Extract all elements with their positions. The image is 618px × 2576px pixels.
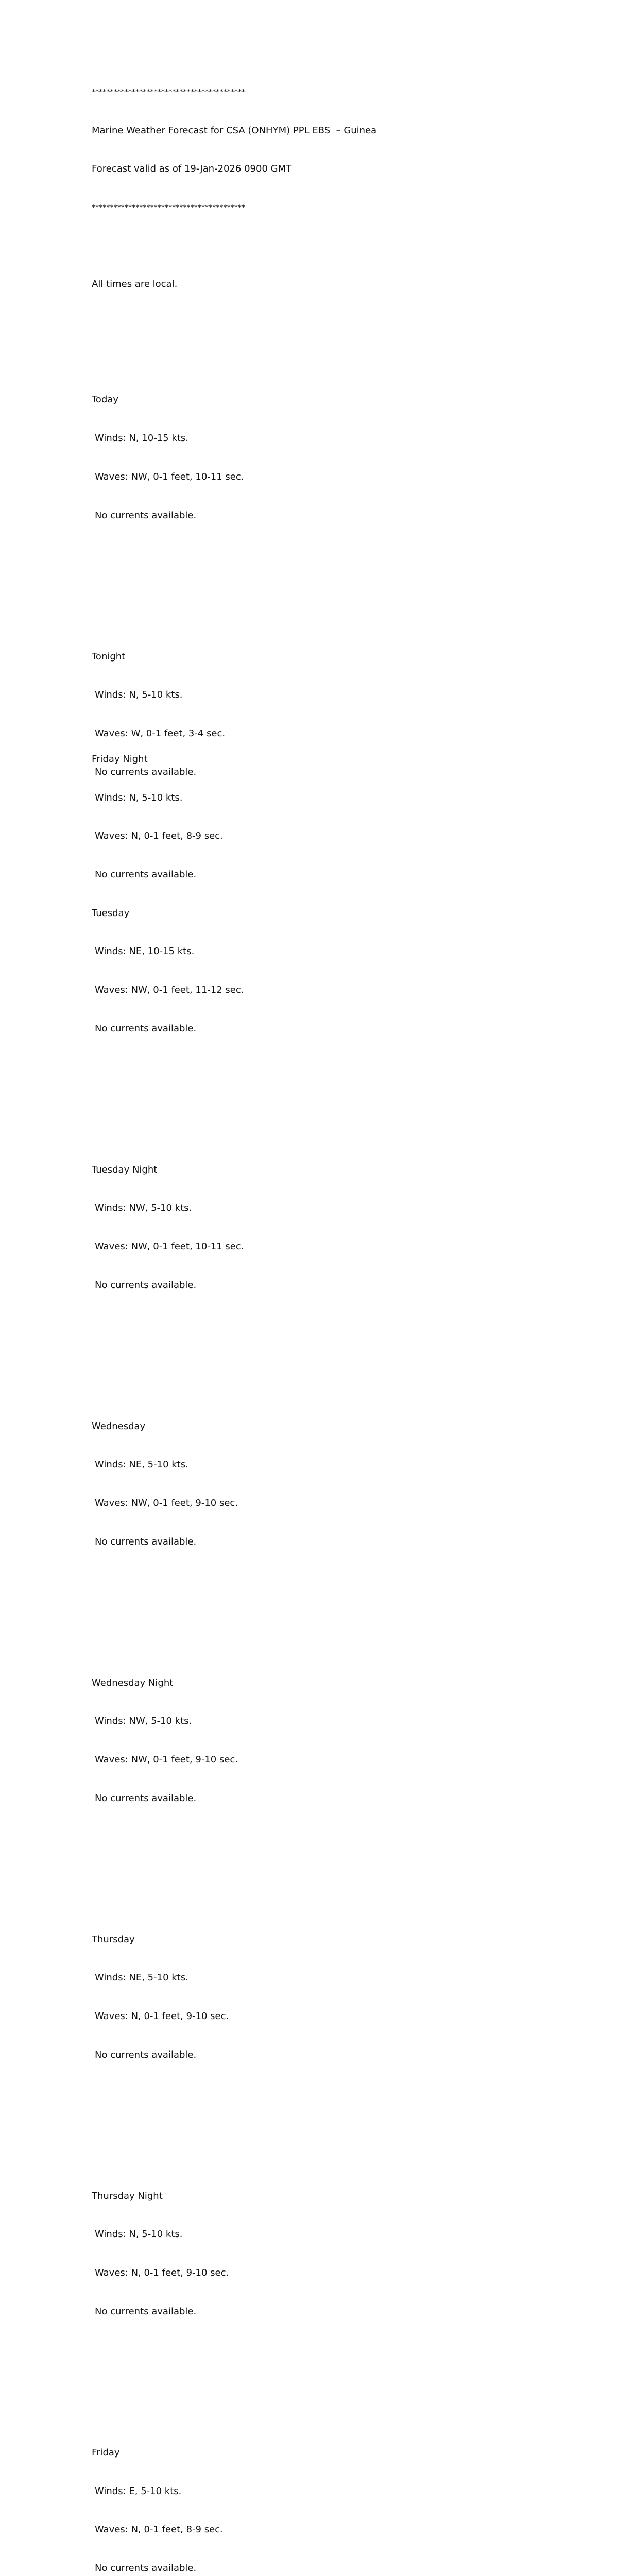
period-block [92, 1138, 376, 1356]
period-waves: Waves: NW, 0-1 feet, 9-10 sec. [95, 1754, 238, 1766]
period-waves: Waves: NW, 0-1 feet, 10-11 sec. [95, 471, 244, 482]
period-currents: No currents available. [95, 510, 197, 521]
period-block [92, 2421, 376, 2576]
period-waves: Waves: NW, 0-1 feet, 10-11 sec. [95, 1241, 244, 1252]
period-block [92, 2164, 376, 2382]
period-waves: Waves: NW, 0-1 feet, 9-10 sec. [95, 1498, 238, 1509]
period-name: Thursday Night [92, 2190, 163, 2201]
spacer [92, 1831, 376, 1844]
period-block [92, 368, 376, 586]
period-currents: No currents available. [95, 869, 197, 880]
period-name: Tuesday Night [92, 1164, 158, 1175]
period-waves: Waves: N, 0-1 feet, 9-10 sec. [95, 2011, 229, 2022]
period-block [92, 1651, 376, 1869]
period-currents: No currents available. [95, 1279, 197, 1291]
period-name: Tuesday [92, 907, 130, 919]
period-winds: Winds: NE, 10-15 kts. [95, 946, 195, 957]
spacer [92, 1061, 376, 1074]
period-waves: Waves: W, 0-1 feet, 3-4 sec. [95, 727, 226, 739]
spacer [92, 2344, 376, 2357]
spacer [92, 1317, 376, 1330]
header-stars-bottom: ****************************************** [92, 203, 246, 212]
period-currents: No currents available. [95, 1023, 197, 1034]
period-name: Friday [92, 2447, 120, 2458]
forecast-title: Marine Weather Forecast for CSA (ONHYM) PPL EBS – Guinea [92, 125, 377, 136]
period-waves: Waves: N, 0-1 feet, 9-10 sec. [95, 2267, 229, 2279]
forecast-body [92, 60, 376, 2576]
period-name: Wednesday [92, 1420, 146, 1432]
period-winds: Winds: NE, 5-10 kts. [95, 1459, 188, 1470]
period-winds: Winds: N, 10-15 kts. [95, 433, 188, 444]
period-block [92, 1908, 376, 2126]
period-winds: Winds: N, 5-10 kts. [95, 689, 183, 701]
period-winds: Winds: N, 5-10 kts. [95, 2229, 183, 2240]
period-block [92, 882, 376, 1099]
period-name: Friday Night [92, 753, 148, 765]
spacer [92, 2088, 376, 2100]
period-winds: Winds: NW, 5-10 kts. [95, 1202, 192, 1214]
spacer [92, 240, 376, 253]
period-winds: Winds: N, 5-10 kts. [95, 792, 183, 803]
period-name: Thursday [92, 1934, 135, 1945]
period-currents: No currents available. [95, 2562, 197, 2573]
period-currents: No currents available. [95, 2306, 197, 2317]
period-currents: No currents available. [95, 1536, 197, 1547]
period-currents: No currents available. [95, 1792, 197, 1804]
period-winds: Winds: NW, 5-10 kts. [95, 1716, 192, 1727]
period-waves: Waves: N, 0-1 feet, 8-9 sec. [95, 831, 223, 842]
period-winds: Winds: E, 5-10 kts. [95, 2485, 182, 2497]
overflow-period-block [92, 727, 223, 894]
times-note: All times are local. [92, 279, 178, 290]
period-currents: No currents available. [95, 2049, 197, 2060]
header-stars-top: ****************************************** [92, 88, 246, 96]
period-currents: No currents available. [95, 766, 197, 777]
period-waves: Waves: NW, 0-1 feet, 11-12 sec. [95, 984, 244, 995]
period-waves: Waves: N, 0-1 feet, 8-9 sec. [95, 2524, 223, 2535]
period-name: Wednesday Night [92, 1677, 174, 1688]
period-name: Tonight [92, 651, 126, 662]
spacer [92, 1574, 376, 1587]
forecast-valid-time: Forecast valid as of 19-Jan-2026 0900 GMT [92, 163, 292, 175]
spacer [92, 548, 376, 561]
spacer [92, 317, 376, 330]
period-block [92, 1395, 376, 1613]
period-name: Today [92, 394, 119, 405]
period-winds: Winds: NE, 5-10 kts. [95, 1972, 188, 1984]
